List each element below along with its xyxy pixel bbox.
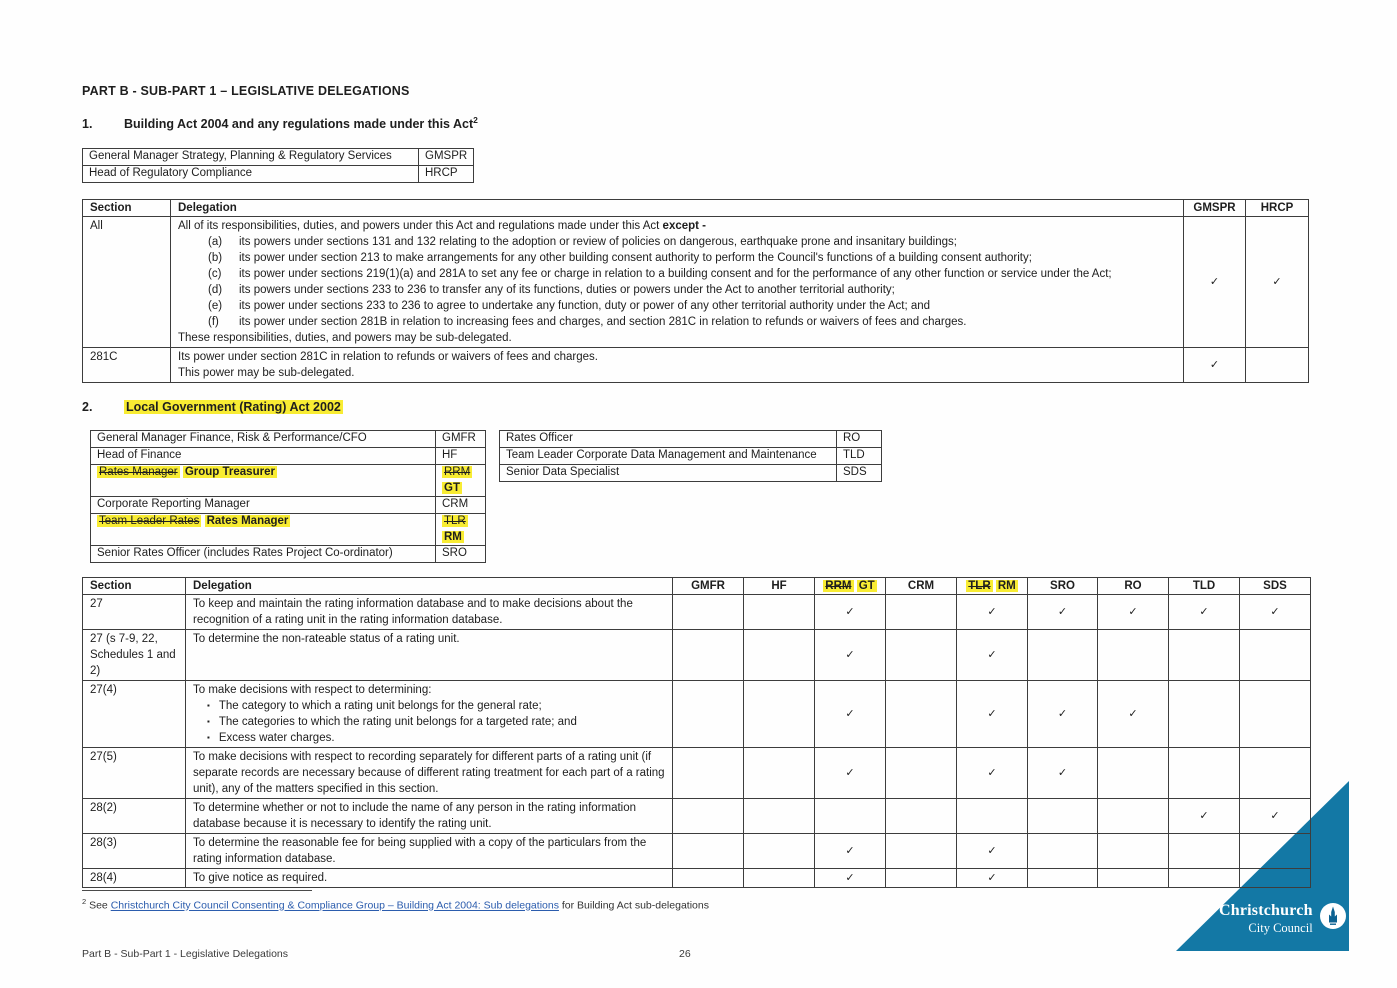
check-cell: ✓ — [957, 595, 1028, 630]
delegation-item: (e) its power under sections 233 to 236 to agree to undertake any function, duty or power of any other territorial authority under the Act; and — [208, 300, 931, 312]
footnote: $^2$ See Christchurch City Council Consenting & Compliance Group – Building Act 2004: Sub delegations for Building Act sub-delegations — [82, 897, 709, 912]
rating-act-delegation-table — [82, 577, 1311, 888]
role-name-cell: Team Leader Corporate Data Management and Maintenance — [500, 448, 837, 465]
check-cell — [744, 630, 815, 681]
check-cell — [886, 630, 957, 681]
section-cell: 28(2) — [83, 799, 186, 834]
footnote-link[interactable]: Christchurch City Council Consenting & Compliance Group – Building Act 2004: Sub delegations — [110, 899, 559, 912]
check-cell: ✓ — [815, 681, 886, 748]
role-row — [83, 149, 474, 166]
header-old-code: TLR — [968, 580, 991, 592]
check-cell — [1240, 748, 1311, 799]
check-cell — [1098, 834, 1169, 869]
check-cell: ✓ — [1028, 748, 1098, 799]
check-cell — [1028, 869, 1098, 888]
check-cell — [1240, 630, 1311, 681]
check-cell — [886, 595, 957, 630]
check-cell: ✓ — [1184, 348, 1246, 383]
footnote-marker: 2 — [473, 114, 478, 125]
delegation-cell: To determine the non-rateable status of a rating unit. — [186, 630, 673, 681]
check-cell — [1028, 630, 1098, 681]
check-cell — [673, 799, 744, 834]
check-cell: ✓ — [1028, 595, 1098, 630]
role-name-cell: General Manager Strategy, Planning & Regulatory Services — [83, 149, 419, 166]
role-name-cell: Rates Manager Group Treasurer — [91, 465, 436, 497]
check-cell — [1240, 834, 1311, 869]
role-name-cell: Team Leader Rates Rates Manager — [91, 514, 436, 546]
role-name-cell: Head of Finance — [91, 448, 436, 465]
check-cell: ✓ — [1098, 595, 1169, 630]
table-row — [83, 348, 1309, 383]
council-logo-text: Christchurch City Council — [1219, 902, 1313, 935]
check-cell — [886, 681, 957, 748]
roles-table-left — [90, 430, 486, 563]
check-cell — [1169, 748, 1240, 799]
check-cell — [1169, 834, 1240, 869]
column-header-gmspr: GMSPR — [1184, 200, 1246, 217]
header-new-code: RM — [997, 580, 1016, 592]
section-cell: 28(4) — [83, 869, 186, 888]
header-row — [83, 200, 1309, 217]
role-code-cell: TLR RM — [436, 514, 486, 546]
check-cell: ✓ — [1240, 799, 1311, 834]
table-row — [83, 595, 1311, 630]
header-new-code: GT — [858, 580, 875, 592]
header-row — [83, 578, 1311, 595]
column-header-ro: RO — [1098, 578, 1169, 595]
section-cell: 27(4) — [83, 681, 186, 748]
section-cell: 27 — [83, 595, 186, 630]
column-header-sro: SRO — [1028, 578, 1098, 595]
table-row — [83, 217, 1309, 348]
column-header-tlr-rm — [957, 578, 1028, 595]
role-code-cell: HF — [436, 448, 486, 465]
column-header-tld: TLD — [1169, 578, 1240, 595]
role-name-cell: Corporate Reporting Manager — [91, 497, 436, 514]
bullet-item: ▪ The categories to which the rating unit belongs for a targeted rate; and — [193, 714, 665, 730]
table-row — [83, 630, 1311, 681]
check-cell — [673, 630, 744, 681]
footnote-number: 2 — [82, 897, 87, 906]
check-cell — [886, 748, 957, 799]
role-code-cell: CRM — [436, 497, 486, 514]
check-cell: ✓ — [1246, 217, 1309, 348]
check-cell — [886, 869, 957, 888]
table-row — [83, 681, 1311, 748]
table-row — [83, 834, 1311, 869]
role-name-cell: Head of Regulatory Compliance — [83, 166, 419, 183]
role-row — [91, 546, 486, 563]
delegation-item: (d) its powers under sections 233 to 236 to transfer any of its functions, duties or powers under the Act to another territorial authority; — [208, 284, 895, 296]
rating-act-heading — [82, 400, 1310, 414]
check-cell — [886, 834, 957, 869]
bullet-item: ▪ Excess water charges. — [193, 730, 665, 746]
column-header-delegation: Delegation — [171, 200, 1184, 217]
role-row — [83, 166, 474, 183]
footer-title: Part B - Sub-Part 1 - Legislative Delegations — [82, 948, 289, 960]
role-code-cell: TLD — [837, 448, 882, 465]
delegation-cell: To determine the reasonable fee for being supplied with a copy of the particulars from the rating information database. — [186, 834, 673, 869]
check-cell — [886, 799, 957, 834]
role-name-cell: Senior Data Specialist — [500, 465, 837, 482]
check-cell — [744, 681, 815, 748]
section-cell: All — [83, 217, 171, 348]
delegation-cell: To determine whether or not to include the name of any person in the rating information database because it is necessary to identify the rating unit. — [186, 799, 673, 834]
column-header-sds: SDS — [1240, 578, 1311, 595]
check-cell: ✓ — [957, 869, 1028, 888]
check-cell: ✓ — [815, 748, 886, 799]
check-cell — [673, 748, 744, 799]
table-row — [83, 748, 1311, 799]
role-row-amended — [91, 465, 486, 497]
check-cell: ✓ — [1240, 595, 1311, 630]
building-act-delegation-table — [82, 199, 1309, 383]
column-header-gmfr: GMFR — [673, 578, 744, 595]
column-header-hf: HF — [744, 578, 815, 595]
heading-text: Building Act 2004 and any regulations made under this Act$^2$ — [124, 114, 478, 131]
delegation-cell: Its power under section 281C in relation to refunds or waivers of fees and charges. This power may be sub-delegated. — [171, 348, 1184, 383]
check-cell — [744, 595, 815, 630]
delegation-cell: To give notice as required. — [186, 869, 673, 888]
check-cell — [673, 869, 744, 888]
check-cell — [1240, 681, 1311, 748]
bullet-item: ▪ The category to which a rating unit belongs for the general rate; — [193, 698, 665, 714]
column-header-crm: CRM — [886, 578, 957, 595]
heading-number: 1. — [82, 117, 93, 131]
heading-number: 2. — [82, 400, 93, 414]
check-cell: ✓ — [957, 681, 1028, 748]
role-row-amended — [91, 514, 486, 546]
delegation-cell — [171, 217, 1184, 348]
section-cell: 28(3) — [83, 834, 186, 869]
check-cell — [744, 834, 815, 869]
building-act-heading — [82, 114, 1310, 131]
highlighted-heading-text: Local Government (Rating) Act 2002 — [126, 400, 341, 414]
check-cell: ✓ — [1028, 681, 1098, 748]
check-cell — [815, 799, 886, 834]
role-code-cell: SRO — [436, 546, 486, 563]
check-cell — [744, 799, 815, 834]
delegation-cell: To make decisions with respect to recording separately for different parts of a rating unit (if separate records are necessary because of different rating treatment for each part of a rating unit), any of the matters specified in this section. — [186, 748, 673, 799]
rating-act-roles — [90, 430, 1310, 563]
check-cell — [1028, 834, 1098, 869]
check-cell — [1169, 869, 1240, 888]
delegation-cell: To make decisions with respect to determining: ▪ The category to which a rating unit belongs for the general rate; ▪ The categories to which the rating unit belongs for a targeted rate; and ▪ Excess water charges. — [186, 681, 673, 748]
role-code-cell: RO — [837, 431, 882, 448]
role-name-cell: General Manager Finance, Risk & Performance/CFO — [91, 431, 436, 448]
column-header-hrcp: HRCP — [1246, 200, 1309, 217]
column-header-rrm-gt — [815, 578, 886, 595]
check-cell — [673, 595, 744, 630]
check-cell: ✓ — [1169, 595, 1240, 630]
check-cell: ✓ — [815, 869, 886, 888]
page-title: PART B - SUB-PART 1 – LEGISLATIVE DELEGATIONS — [82, 84, 410, 98]
role-code-cell: RRM GT — [436, 465, 486, 497]
check-cell: ✓ — [1184, 217, 1246, 348]
table-row — [83, 799, 1311, 834]
footnote-separator — [82, 890, 312, 891]
role-row — [91, 431, 486, 448]
role-row — [500, 431, 882, 448]
check-cell: ✓ — [1169, 799, 1240, 834]
check-cell: ✓ — [815, 595, 886, 630]
council-logo — [1219, 903, 1346, 935]
role-code-cell: HRCP — [419, 166, 474, 183]
check-cell — [673, 681, 744, 748]
check-cell — [1240, 869, 1311, 888]
check-cell: ✓ — [957, 630, 1028, 681]
delegation-item: (c) its power under sections 219(1)(a) and 281A to set any fee or charge in relation to a building consent and for the performance of any other function or service under the Act; — [208, 268, 1112, 280]
check-cell: ✓ — [815, 834, 886, 869]
header-old-code: RRM — [825, 580, 852, 592]
check-cell — [1246, 348, 1309, 383]
table-row — [83, 869, 1311, 888]
check-cell — [1169, 681, 1240, 748]
section-cell: 281C — [83, 348, 171, 383]
role-code-cell: GMSPR — [419, 149, 474, 166]
check-cell: ✓ — [957, 748, 1028, 799]
delegation-cell: To keep and maintain the rating information database and to make decisions about the recognition of a rating unit in the rating information database. — [186, 595, 673, 630]
check-cell: ✓ — [957, 834, 1028, 869]
roles-table-building-act — [82, 148, 474, 183]
check-cell: ✓ — [1098, 681, 1169, 748]
check-cell — [1098, 630, 1169, 681]
delegation-outro: These responsibilities, duties, and powers may be sub-delegated. — [178, 332, 512, 344]
role-row — [91, 448, 486, 465]
check-cell — [957, 799, 1028, 834]
page-content — [82, 84, 1310, 888]
delegation-item: (f) its power under section 281B in relation to increasing fees and charges, and section 281C in relation to refunds or waivers of fees and charges. — [208, 316, 967, 328]
column-header-delegation: Delegation — [186, 578, 673, 595]
role-name-cell: Rates Officer — [500, 431, 837, 448]
role-row — [500, 448, 882, 465]
check-cell — [673, 834, 744, 869]
role-code-cell: GMFR — [436, 431, 486, 448]
check-cell: ✓ — [815, 630, 886, 681]
check-cell — [1028, 799, 1098, 834]
role-row — [500, 465, 882, 482]
roles-table-right — [499, 430, 882, 482]
check-cell — [744, 748, 815, 799]
page-number: 26 — [679, 948, 691, 960]
role-row — [91, 497, 486, 514]
section-cell: 27(5) — [83, 748, 186, 799]
delegation-item: (b) its power under section 213 to make arrangements for any other building consent authority to perform the Council's functions of a building consent authority; — [208, 252, 1032, 264]
check-cell — [1098, 869, 1169, 888]
check-cell — [1169, 630, 1240, 681]
check-cell — [1098, 748, 1169, 799]
column-header-section: Section — [83, 200, 171, 217]
delegation-intro: All of its responsibilities, duties, and powers under this Act and regulations made under this Act except - — [178, 220, 707, 232]
cathedral-emblem-icon — [1320, 903, 1346, 934]
delegation-item: (a) its powers under sections 131 and 132 relating to the adoption or review of policies on dangerous, earthquake prone and insanitary buildings; — [208, 236, 957, 248]
check-cell — [744, 869, 815, 888]
role-name-cell: Senior Rates Officer (includes Rates Project Co-ordinator) — [91, 546, 436, 563]
section-cell: 27 (s 7-9, 22, Schedules 1 and 2) — [83, 630, 186, 681]
role-code-cell: SDS — [837, 465, 882, 482]
check-cell — [1098, 799, 1169, 834]
column-header-section: Section — [83, 578, 186, 595]
